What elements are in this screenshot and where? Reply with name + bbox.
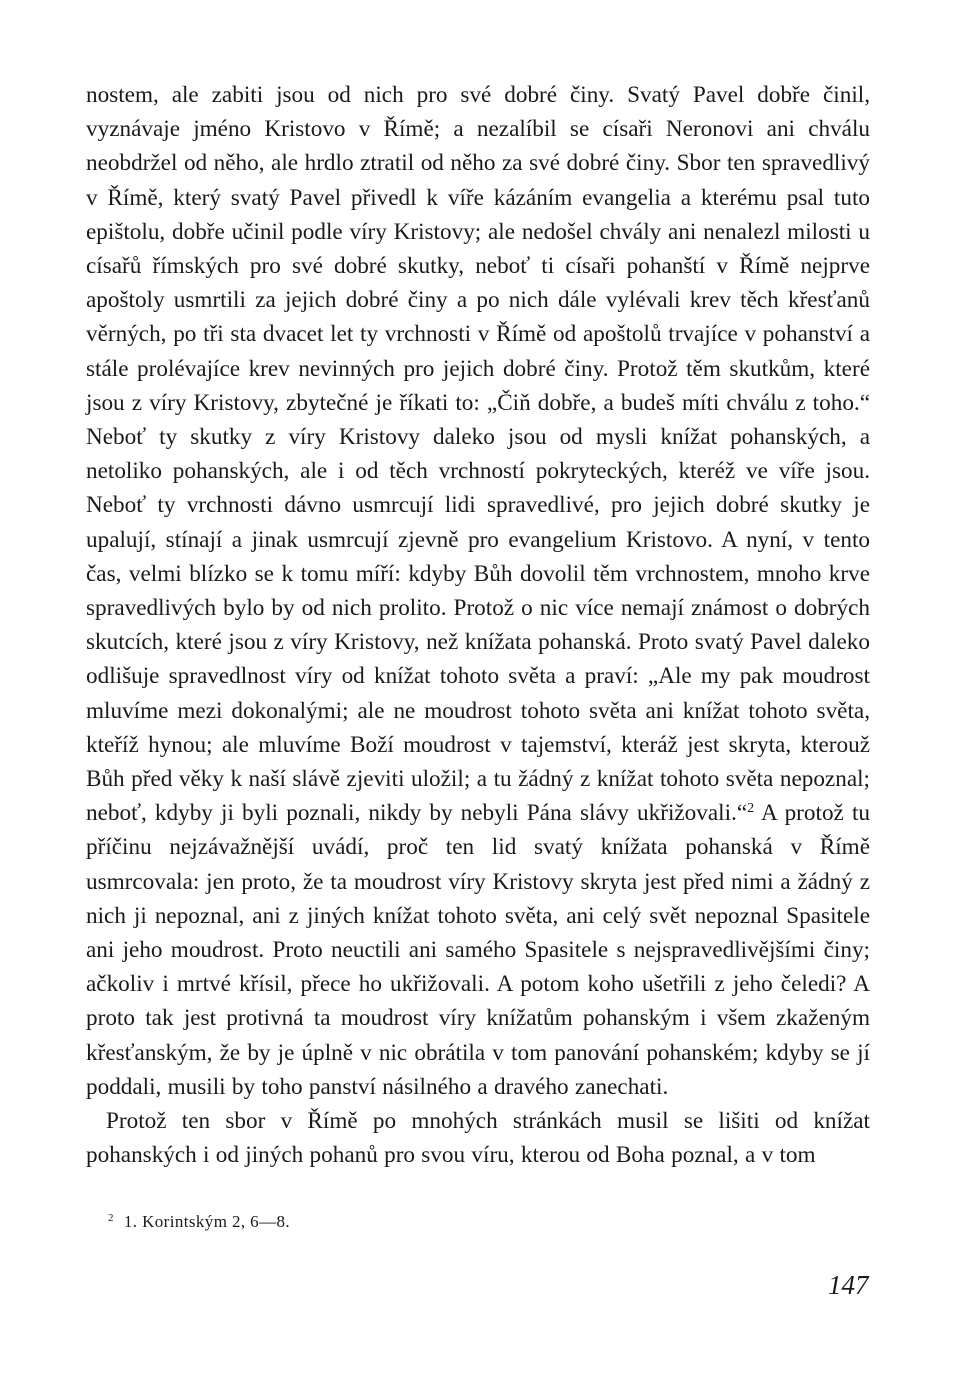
body-paragraph-1 [86,78,870,1104]
body-paragraph-2: Protož ten sbor v Římě po mnohých stránkách musil se lišiti od knížat pohanských i od jiných pohanů pro svou víru, kterou od Boha poznal, a v tom [86,1108,870,1169]
footnote-reference: 2 [747,801,755,817]
paragraph-1-text: nostem, ale zabiti jsou od nich pro své dobré činy. Svatý Pavel dobře činil, vyznávaje jméno Kristovo v Římě; a nezalíbil se císaři Neronovi ani chválu neobdržel od něho, ale hrdlo ztratil od něho za své dobré činy. Sbor ten spravedlivý v Římě, který svatý Pavel přivedl k víře kázáním evangelia a kterému psal tuto epištolu, dobře učinil podle víry Kristovy; ale nedošel chvály ani nenalezl milosti u císařů římských pro své dobré skutky, neboť ti císaři pohanští v Římě nejprve apoštoly usmrtili za jejich dobré činy a po nich dále vylévali krev těch křesťanů věrných, po tři sta dvacet let ty vrchnosti v Římě od apoštolů trvajíce v pohanství a stále prolévajíce krev nevinných pro jejich dobré činy. Protož těm skutkům, které jsou z víry Kristovy, zbytečné je říkati to: „Čiň dobře, a budeš míti chválu z toho.“ Neboť ty skutky z víry Kristovy daleko jsou od mysli knížat pohanských, a netoliko pohanských, ale i od těch vrchností pokryteckých, kteréž ve víře jsou. Neboť ty vrchnosti dávno usmrcují lidi spravedlivé, pro jejich dobré skutky je upalují, stínají a jinak usmrcují zjevně pro evangelium Kristovo. A nyní, v tento čas, velmi blízko se k tomu míří: kdyby Bůh dovolil těm vrchnostem, mnoho krve spravedlivých bylo by od nich prolito. Protož o nic více nemají známost o dobrých skutcích, které jsou z víry Kristovy, než knížata pohanská. Proto svatý Pavel daleko odlišuje spravedlnost víry od knížat tohoto světa a praví: „Ale my pak moudrost mluvíme mezi dokonalými; ale ne moudrost tohoto světa ani knížat tohoto světa, kteříž hynou; ale mluvíme Boží moudrost v tajemství, kteráž jest skryta, kterouž Bůh před věky k naší slávě zjeviti uložil; a tu žádný z knížat tohoto světa nepoznal; neboť, kdyby ji byli poznali, nikdy by nebyli Pána slávy ukřižovali.“ [86,82,870,827]
page-number: 147 [828,1270,869,1300]
footnote-marker: 2 [108,1212,114,1224]
footnote-text: 1. Korintským 2, 6—8. [123,1212,291,1231]
footnote [108,1212,290,1232]
paragraph-1-continuation: A protož tu příčinu nejzávažnější uvádí, proč ten lid svatý knížata pohanská v Římě usmrcovala: jen proto, že ta moudrost víry Kristovy skryta jest před nimi a žádný z nich ji nepoznal, ani z jiných knížat tohoto světa, ani celý svět nepoznal Spasitele ani jeho moudrost. Proto neuctili ani samého Spasitele s nejspravedlivějšími činy; ačkoliv i mrtvé křísil, přece ho ukřižovali. A potom koho ušetřili z jeho čeledi? A proto tak jest protivná ta moudrost víry knížatům pohanským i všem zkaženým křesťanským, že by je úplně v nic obrátila v tom panování pohanském; kdyby se jí poddali, musili by toho panství násilného a dravého zanechati. [86,800,870,1100]
page-body [86,78,870,1173]
